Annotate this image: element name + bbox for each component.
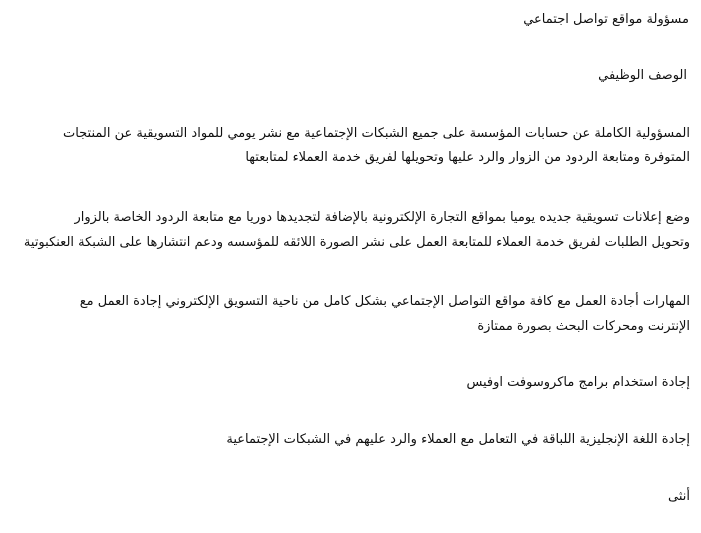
skills-line-1: المهارات أجادة العمل مع كافة مواقع التواصل الإجتماعي بشكل كامل من ناحية التسويق الإلكتروني إجادة العمل مع [79,294,690,309]
office-skill-line: إجادة استخدام برامج ماكروسوفت اوفيس [466,375,690,390]
responsibility-line-2: المتوفرة ومتابعة الردود من الزوار والرد عليها وتحويلها لفريق خدمة العملاء لمتابعتها [245,150,690,165]
job-title: مسؤولة مواقع تواصل اجتماعي [523,12,689,27]
english-skill-line: إجادة اللغة الإنجليزية اللباقة في التعامل مع العملاء والرد عليهم في الشبكات الإجتماعية [226,432,690,447]
duties-line-1: وضع إعلانات تسويقية جديده يوميا بمواقع التجارة الإلكترونية بالإضافة لتجديدها دوريا مع متابعة الردود الخاصة بالزوار [74,210,690,225]
duties-line-2: وتحويل الطلبات لفريق خدمة العملاء للمتابعة العمل على نشر الصورة اللائقه للمؤسسه ودعم انتشارها على الشبكة العنكبوتية [23,235,690,250]
gender-line: أنثى [668,489,690,504]
responsibility-line-1: المسؤولية الكاملة عن حسابات المؤسسة على جميع الشبكات الإجتماعية مع نشر يومي للمواد التسويقية عن المنتجات [62,126,690,141]
skills-line-2: الإنترنت ومحركات البحث بصورة ممتازة [477,319,690,334]
section-heading-job-description: الوصف الوظيفي [598,68,687,83]
